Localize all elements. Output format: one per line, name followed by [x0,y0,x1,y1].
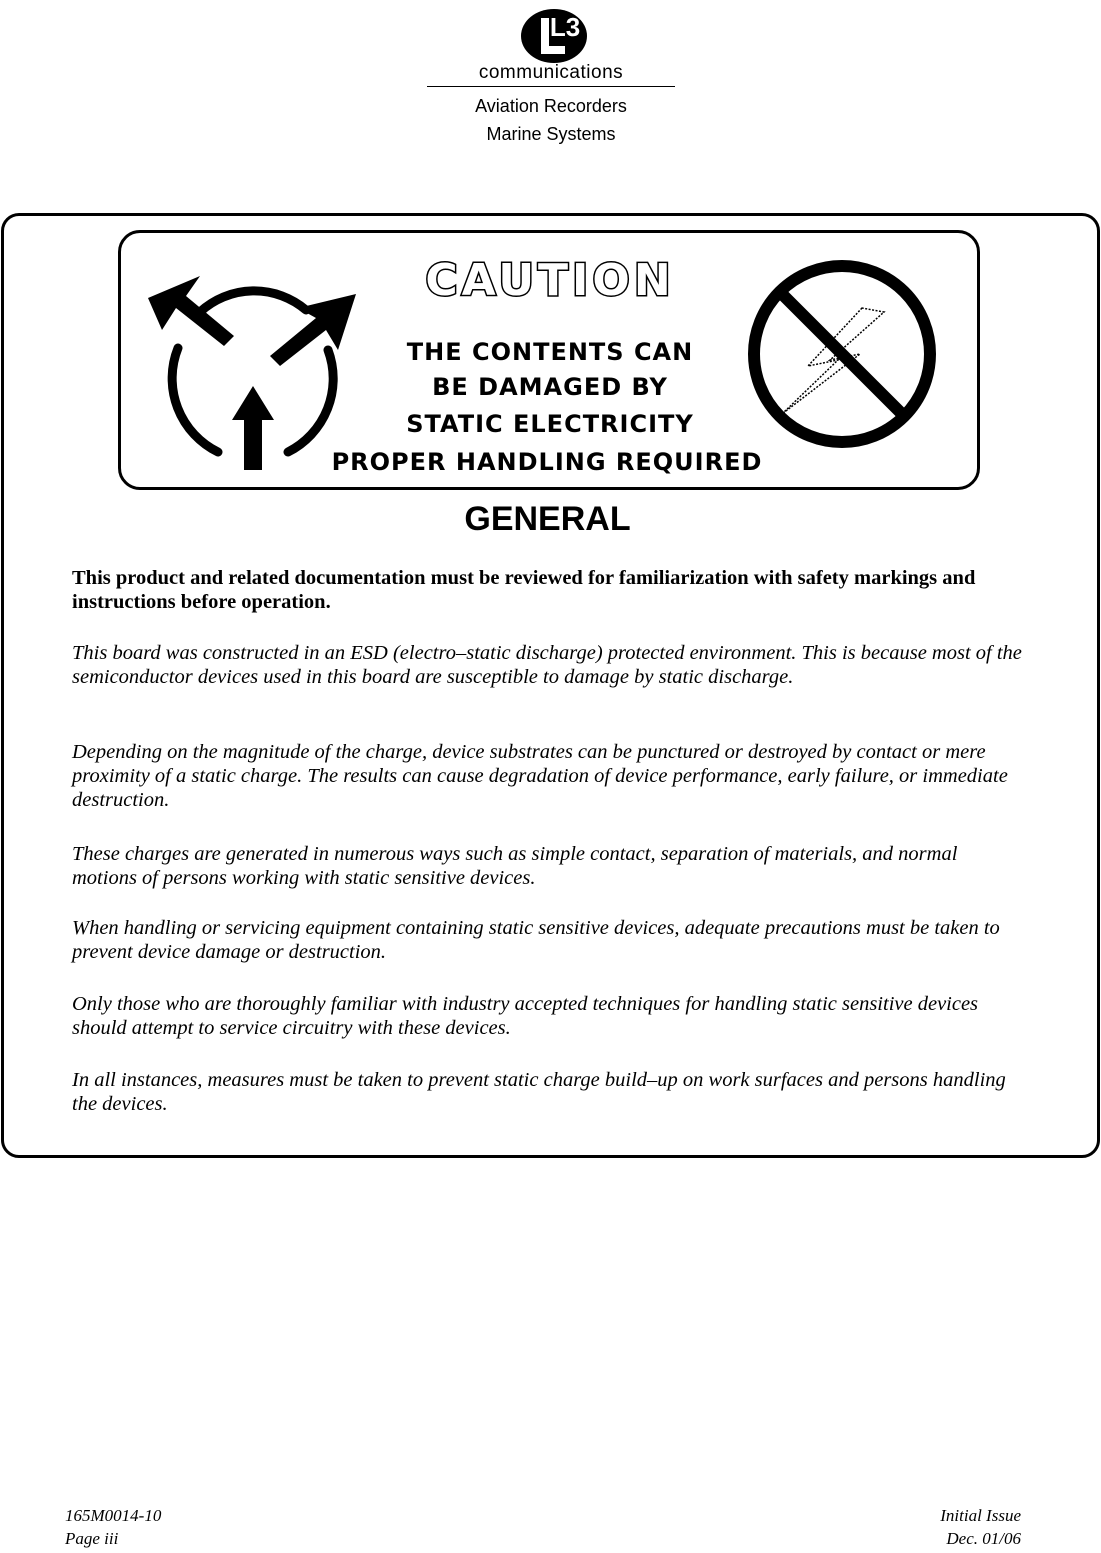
caution-line-3: STATIC ELECTRICITY [406,410,694,438]
general-heading: GENERAL [464,500,631,538]
paragraph-esd-environment: This board was constructed in an ESD (electro–static discharge) protected environment. This is because most of the semiconductor devices used in this board are susceptible to damage by static discharge. [72,642,1022,688]
division-marine: Marine Systems [486,124,616,144]
caution-line-4: PROPER HANDLING REQUIRED [331,448,763,476]
paragraph-charge-generation: These charges are generated in numerous ways such as simple contact, separation of materials, and normal motions of persons working with static sensitive devices. [72,843,958,889]
caution-line-1: THE CONTENTS CAN [406,338,694,366]
issue-label: Initial Issue [940,1506,1021,1525]
paragraph-qualified-personnel: Only those who are thoroughly familiar with industry accepted techniques for handling static sensitive devices should attempt to service circuitry with these devices. [72,993,979,1039]
doc-number: 165M0014-10 [65,1506,162,1525]
issue-date: Dec. 01/06 [946,1529,1021,1548]
intro-paragraph: This product and related documentation must be reviewed for familiarization with safety markings and instructions before operation. [72,567,976,613]
page-number: Page iii [65,1529,119,1548]
caution-line-2: BE DAMAGED BY [432,373,668,401]
company-name: communications [478,62,624,83]
caution-title: CAUTION [425,255,675,306]
logo-text: L3 [549,12,581,42]
l3-logo-icon [519,8,589,64]
logo-divider [427,86,675,87]
paragraph-charge-magnitude: Depending on the magnitude of the charge, device substrates can be punctured or destroyed by contact or mere proximity of a static charge. The results can cause degradation of device performance, early failure, or immediate destruction. [72,741,1008,811]
division-aviation: Aviation Recorders [475,96,627,116]
paragraph-precautions: When handling or servicing equipment containing static sensitive devices, adequate precautions must be taken to prevent device damage or destruction. [72,917,1000,963]
paragraph-build-up-prevention: In all instances, measures must be taken to prevent static charge build–up on work surfaces and persons handling the devices. [72,1069,1006,1115]
